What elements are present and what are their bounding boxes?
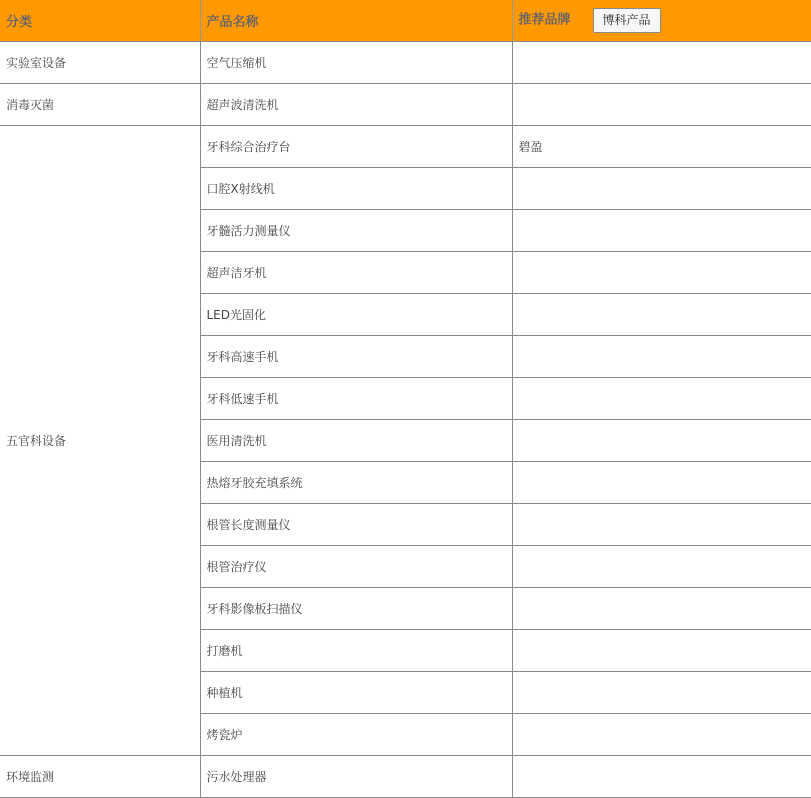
brand-cell <box>512 588 811 630</box>
brand-cell <box>512 84 811 126</box>
product-name-cell: 打磨机 <box>200 630 512 672</box>
product-name-cell: 牙科综合治疗台 <box>200 126 512 168</box>
category-cell: 五官科设备 <box>0 126 200 756</box>
product-name-cell: 超声波清洗机 <box>200 84 512 126</box>
table-body <box>0 42 811 798</box>
brand-cell <box>512 42 811 84</box>
brand-cell <box>512 756 811 798</box>
brand-cell <box>512 420 811 462</box>
table-row <box>0 42 811 84</box>
brand-cell: 碧盈 <box>512 126 811 168</box>
product-name-cell: LED光固化 <box>200 294 512 336</box>
product-name-cell: 根管治疗仪 <box>200 546 512 588</box>
product-name-cell: 烤瓷炉 <box>200 714 512 756</box>
category-cell: 实验室设备 <box>0 42 200 84</box>
product-name-cell: 牙科低速手机 <box>200 378 512 420</box>
brand-cell <box>512 714 811 756</box>
brand-header-label: 推荐品牌 <box>518 13 571 28</box>
brand-cell <box>512 210 811 252</box>
table-header <box>0 0 811 42</box>
header-row <box>0 0 811 42</box>
brand-cell <box>512 378 811 420</box>
column-header-product-name: 产品名称 <box>200 0 512 42</box>
column-header-brand <box>512 0 811 42</box>
column-header-category: 分类 <box>0 0 200 42</box>
category-cell: 环境监测 <box>0 756 200 798</box>
product-name-cell: 医用清洗机 <box>200 420 512 462</box>
category-cell: 消毒灭菌 <box>0 84 200 126</box>
product-name-cell: 口腔X射线机 <box>200 168 512 210</box>
product-name-cell: 超声洁牙机 <box>200 252 512 294</box>
table-row <box>0 756 811 798</box>
brand-cell <box>512 336 811 378</box>
brand-cell <box>512 294 811 336</box>
product-name-cell: 牙髓活力测量仪 <box>200 210 512 252</box>
brand-cell <box>512 630 811 672</box>
brand-cell <box>512 546 811 588</box>
brand-cell <box>512 672 811 714</box>
product-name-cell: 污水处理器 <box>200 756 512 798</box>
product-name-cell: 牙科影像板扫描仪 <box>200 588 512 630</box>
brand-cell <box>512 462 811 504</box>
product-name-cell: 根管长度测量仪 <box>200 504 512 546</box>
brand-cell <box>512 504 811 546</box>
table-row <box>0 126 811 168</box>
product-name-cell: 空气压缩机 <box>200 42 512 84</box>
product-name-cell: 热熔牙胶充填系统 <box>200 462 512 504</box>
table-row <box>0 84 811 126</box>
boke-products-button[interactable]: 博科产品 <box>593 8 661 32</box>
product-name-cell: 牙科高速手机 <box>200 336 512 378</box>
product-name-cell: 种植机 <box>200 672 512 714</box>
brand-cell <box>512 252 811 294</box>
brand-cell <box>512 168 811 210</box>
